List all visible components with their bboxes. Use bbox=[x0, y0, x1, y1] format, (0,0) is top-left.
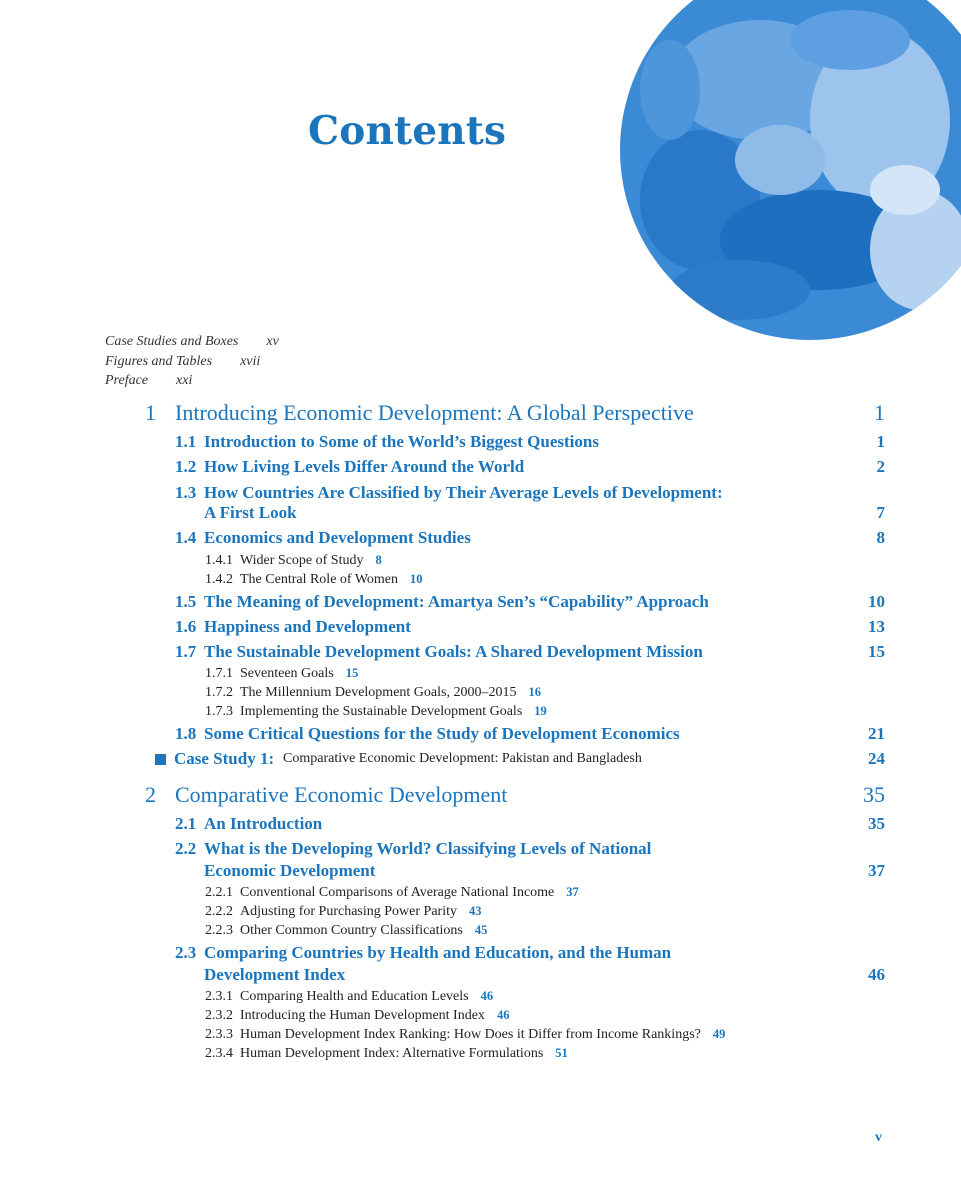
chapter-page: 35 bbox=[863, 782, 885, 807]
section-page: 15 bbox=[868, 642, 885, 661]
subsection-number: 2.2.2 bbox=[205, 904, 233, 919]
globe-illustration bbox=[0, 0, 961, 360]
subsection-number: 2.3.1 bbox=[205, 989, 233, 1004]
section-page: 37 bbox=[868, 861, 885, 880]
subsection-title: Human Development Index: Alternative Formulations bbox=[240, 1046, 544, 1061]
section-title: What is the Developing World? Classifying Levels of National bbox=[204, 839, 652, 858]
front-matter-item[interactable] bbox=[105, 352, 279, 372]
chapter-page: 1 bbox=[874, 400, 885, 425]
subsection-number: 2.2.1 bbox=[205, 885, 233, 900]
section-title: Comparing Countries by Health and Education, and the Human bbox=[204, 943, 672, 962]
section-page: 21 bbox=[868, 724, 885, 743]
section-page: 7 bbox=[876, 503, 885, 522]
subsection-title: Wider Scope of Study bbox=[240, 553, 364, 568]
section-number: 1.6 bbox=[175, 617, 197, 636]
section-title: How Living Levels Differ Around the World bbox=[204, 457, 525, 476]
chapter-title: Introducing Economic Development: A Global Perspective bbox=[175, 400, 694, 425]
subsection-title: Conventional Comparisons of Average National Income bbox=[240, 885, 555, 900]
section-number: 1.1 bbox=[175, 432, 197, 451]
section-page: 13 bbox=[868, 617, 885, 636]
subsection-page: 43 bbox=[468, 904, 482, 918]
section-title: The Meaning of Development: Amartya Sen’s “Capability” Approach bbox=[204, 592, 709, 611]
section-title-line2: Economic Development bbox=[204, 861, 376, 880]
subsection-number: 2.3.3 bbox=[205, 1027, 233, 1042]
subsection-page: 16 bbox=[528, 685, 541, 699]
section-page: 2 bbox=[876, 457, 885, 476]
subsection-number: 1.4.1 bbox=[205, 553, 233, 568]
section-number: 1.2 bbox=[175, 457, 197, 476]
subsection-page: 46 bbox=[480, 989, 494, 1003]
section-title: Happiness and Development bbox=[204, 617, 411, 636]
section-number: 2.1 bbox=[175, 814, 197, 833]
subsection-page: 45 bbox=[474, 923, 488, 937]
section-number: 1.7 bbox=[175, 642, 197, 661]
section-number: 2.3 bbox=[175, 943, 197, 962]
front-matter-list bbox=[105, 332, 279, 391]
subsection-number: 1.4.2 bbox=[205, 572, 233, 587]
section-number: 1.4 bbox=[175, 528, 197, 547]
subsection-page: 15 bbox=[345, 666, 359, 680]
section-title: The Sustainable Development Goals: A Shared Development Mission bbox=[204, 642, 703, 661]
front-matter-item[interactable] bbox=[105, 332, 279, 352]
subsection-title: Seventeen Goals bbox=[240, 666, 334, 681]
section-title-line2: Development Index bbox=[204, 965, 346, 984]
section-number: 1.3 bbox=[175, 483, 197, 502]
front-matter-page: xxi bbox=[176, 373, 193, 388]
section-page: 10 bbox=[868, 592, 885, 611]
section-page: 46 bbox=[868, 965, 885, 984]
subsection-page: 51 bbox=[555, 1046, 568, 1060]
section-title: How Countries Are Classified by Their Average Levels of Development: bbox=[204, 483, 723, 502]
subsection-title: Adjusting for Purchasing Power Parity bbox=[240, 904, 457, 919]
section-title: Economics and Development Studies bbox=[204, 528, 471, 547]
subsection-page: 37 bbox=[566, 885, 579, 899]
section-title-line2: A First Look bbox=[204, 503, 297, 522]
section-title: Introduction to Some of the World’s Biggest Questions bbox=[204, 432, 599, 451]
subsection-number: 1.7.2 bbox=[205, 685, 233, 700]
subsection-title: The Central Role of Women bbox=[240, 572, 399, 587]
case-study-page: 24 bbox=[868, 749, 885, 768]
case-study-entry[interactable] bbox=[0, 749, 961, 771]
subsection-title: Comparing Health and Education Levels bbox=[240, 989, 469, 1004]
section-number: 1.8 bbox=[175, 724, 197, 743]
subsection-title: Implementing the Sustainable Development Goals bbox=[240, 704, 523, 719]
front-matter-item[interactable] bbox=[105, 371, 279, 391]
chapter-number: 1 bbox=[145, 400, 156, 425]
subsection-number: 2.3.4 bbox=[205, 1046, 233, 1061]
subsection-page: 19 bbox=[534, 704, 547, 718]
front-matter-page: xvii bbox=[240, 353, 261, 369]
front-matter-page: xv bbox=[266, 334, 279, 349]
section-title: An Introduction bbox=[204, 814, 323, 833]
case-study-title: Comparative Economic Development: Pakistan and Bangladesh bbox=[283, 751, 642, 766]
front-matter-label: Figures and Tables bbox=[105, 353, 213, 369]
section-page: 35 bbox=[868, 814, 885, 833]
subsection-title: Introducing the Human Development Index bbox=[240, 1008, 485, 1023]
section-title: Some Critical Questions for the Study of Development Economics bbox=[204, 724, 680, 743]
subsection-page: 8 bbox=[375, 553, 382, 567]
section-number: 1.5 bbox=[175, 592, 197, 611]
subsection-number: 2.3.2 bbox=[205, 1008, 233, 1023]
subsection-number: 2.2.3 bbox=[205, 923, 233, 938]
subsection-page: 49 bbox=[712, 1027, 726, 1041]
subsection-page: 46 bbox=[496, 1008, 510, 1022]
case-study-label: Case Study 1: bbox=[174, 749, 275, 768]
square-bullet-icon bbox=[155, 754, 166, 765]
front-matter-label: Preface bbox=[105, 373, 149, 388]
chapter-number: 2 bbox=[145, 782, 156, 807]
subsection-number: 1.7.3 bbox=[205, 704, 233, 719]
section-number: 2.2 bbox=[175, 839, 197, 858]
page-title: Contents bbox=[308, 108, 507, 154]
chapter-title: Comparative Economic Development bbox=[175, 782, 508, 807]
subsection-title: Human Development Index Ranking: How Does it Differ from Income Rankings? bbox=[240, 1027, 701, 1042]
section-page: 1 bbox=[876, 432, 885, 451]
subsection-title: Other Common Country Classifications bbox=[240, 923, 463, 938]
page-number: v bbox=[875, 1130, 882, 1145]
subsection-number: 1.7.1 bbox=[205, 666, 233, 681]
front-matter-label: Case Studies and Boxes bbox=[105, 334, 239, 349]
subsection-page: 10 bbox=[410, 572, 423, 586]
subsection-title: The Millennium Development Goals, 2000–2015 bbox=[240, 685, 517, 700]
section-page: 8 bbox=[876, 528, 885, 547]
